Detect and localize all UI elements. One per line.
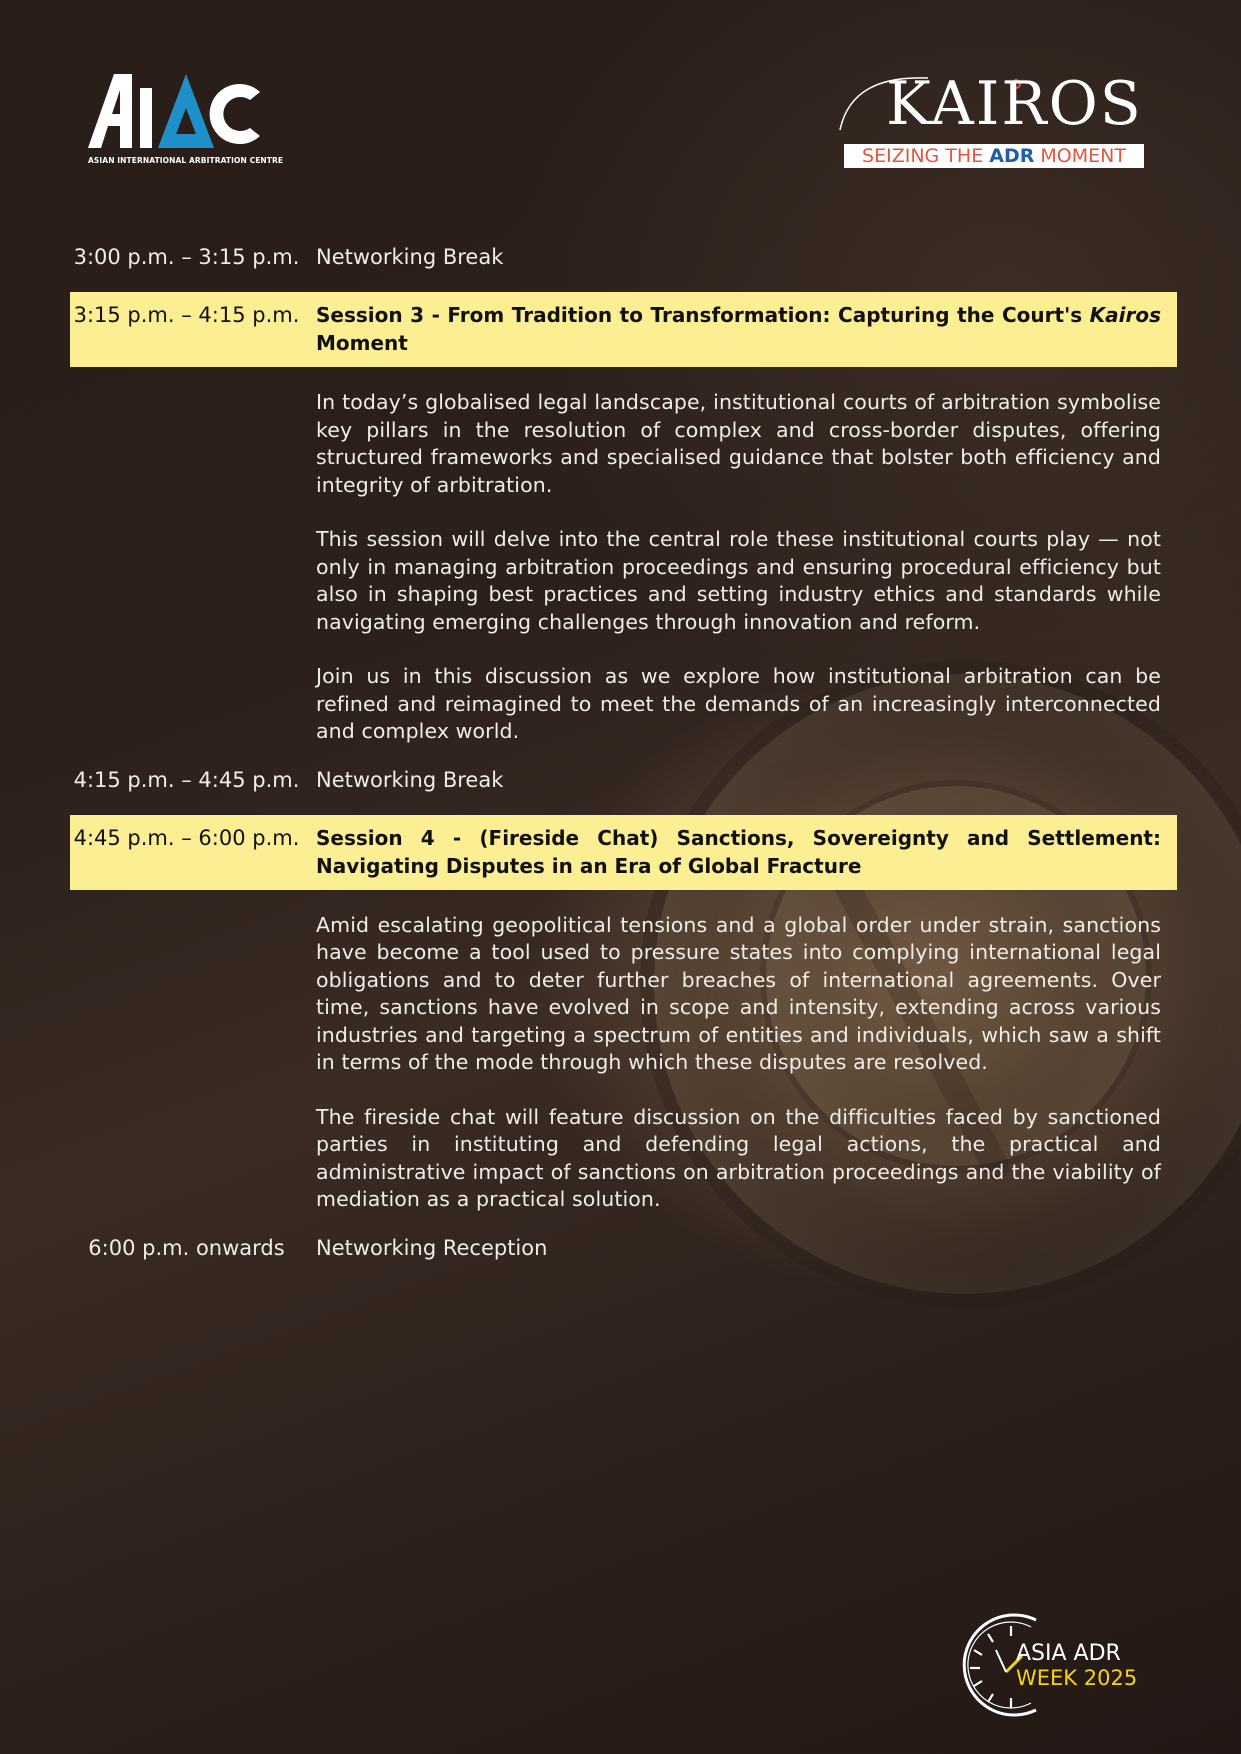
agenda-item-title: Networking Break xyxy=(316,245,504,269)
agenda-row-break-1 xyxy=(70,243,1177,292)
session-4-paragraph-1: Amid escalating geopolitical tensions and a global order under strain, sanctions have become a tool used to pressure states into complying international legal obligations and to deter further breaches of international agreements. Over time, sanctions have evolved in scope and intensity, extending across various industries and targeting a spectrum of entities and individuals, which saw a shift in terms of the mode through which these disputes are resolved. xyxy=(316,912,1161,1074)
kairos-tagline xyxy=(844,144,1144,168)
asia-adr-line1: ASIA ADR xyxy=(1016,1641,1121,1666)
session-3-title-main: Session 3 - From Tradition to Transformation: Capturing the Court's xyxy=(316,303,1090,327)
session-3-title xyxy=(316,301,1177,357)
session-4-paragraph-2: The fireside chat will feature discussion on the difficulties faced by sanctioned parties in instituting and defending legal actions, the practical and administrative impact of sanctions on arbitration proceedings and the viability of mediation as a practical solution. xyxy=(316,1104,1161,1211)
agenda-item-title: Networking Break xyxy=(316,767,504,792)
session-3-description xyxy=(70,389,1177,766)
time-slot: 6:00 p.m. onwards xyxy=(88,1235,285,1260)
time-slot: 4:15 p.m. – 4:45 p.m. xyxy=(73,767,300,792)
aiac-caption: ASIAN INTERNATIONAL ARBITRATION CENTRE xyxy=(88,156,284,165)
session-3-paragraph-1: In today’s globalised legal landscape, institutional courts of arbitration symbolise key pillars in the resolution of complex and cross-border disputes, offering structured frameworks and specialised guidance that bolster both efficiency and integrity of arbitration. xyxy=(316,390,1161,497)
session-4-description xyxy=(70,912,1177,1234)
session-3-paragraph-2: This session will delve into the central role these institutional courts play — not only in managing arbitration proceedings and ensuring procedural efficiency but also in shaping best practices and setting industry ethics and standards while navigating emerging challenges through innovation and reform. xyxy=(316,527,1161,634)
asia-adr-week-logo xyxy=(956,1610,1146,1720)
kairos-title: KAIROS xyxy=(886,69,1143,139)
kairos-tagline-part2: MOMENT xyxy=(1034,145,1126,167)
session-4-header xyxy=(70,815,1177,890)
kairos-tagline-adr: ADR xyxy=(989,145,1035,167)
time-slot: 3:00 p.m. – 3:15 p.m. xyxy=(73,245,300,269)
time-slot: 3:15 p.m. – 4:15 p.m. xyxy=(73,303,300,327)
session-3-header xyxy=(70,292,1177,367)
session-3-paragraph-3: Join us in this discussion as we explore how institutional arbitration can be refined and reimagined to meet the demands of an increasingly interconnected and complex world. xyxy=(316,664,1161,743)
kairos-logo xyxy=(838,69,1154,172)
kairos-tagline-part1: SEIZING THE xyxy=(862,145,990,167)
aiac-logo xyxy=(88,74,288,178)
session-3-title-end: Moment xyxy=(316,331,408,355)
session-3-title-italic: Kairos xyxy=(1089,303,1161,327)
agenda-row-reception xyxy=(70,1234,1177,1283)
asia-adr-line2: WEEK 2025 xyxy=(1016,1666,1138,1690)
agenda-item-title: Networking Reception xyxy=(316,1235,548,1260)
time-slot: 4:45 p.m. – 6:00 p.m. xyxy=(73,825,300,850)
session-4-title: Session 4 - (Fireside Chat) Sanctions, Sovereignty and Settlement: Navigating Disputes in an Era of Global Fracture xyxy=(316,825,1161,878)
agenda xyxy=(70,243,1177,1283)
agenda-row-break-2 xyxy=(70,766,1177,815)
